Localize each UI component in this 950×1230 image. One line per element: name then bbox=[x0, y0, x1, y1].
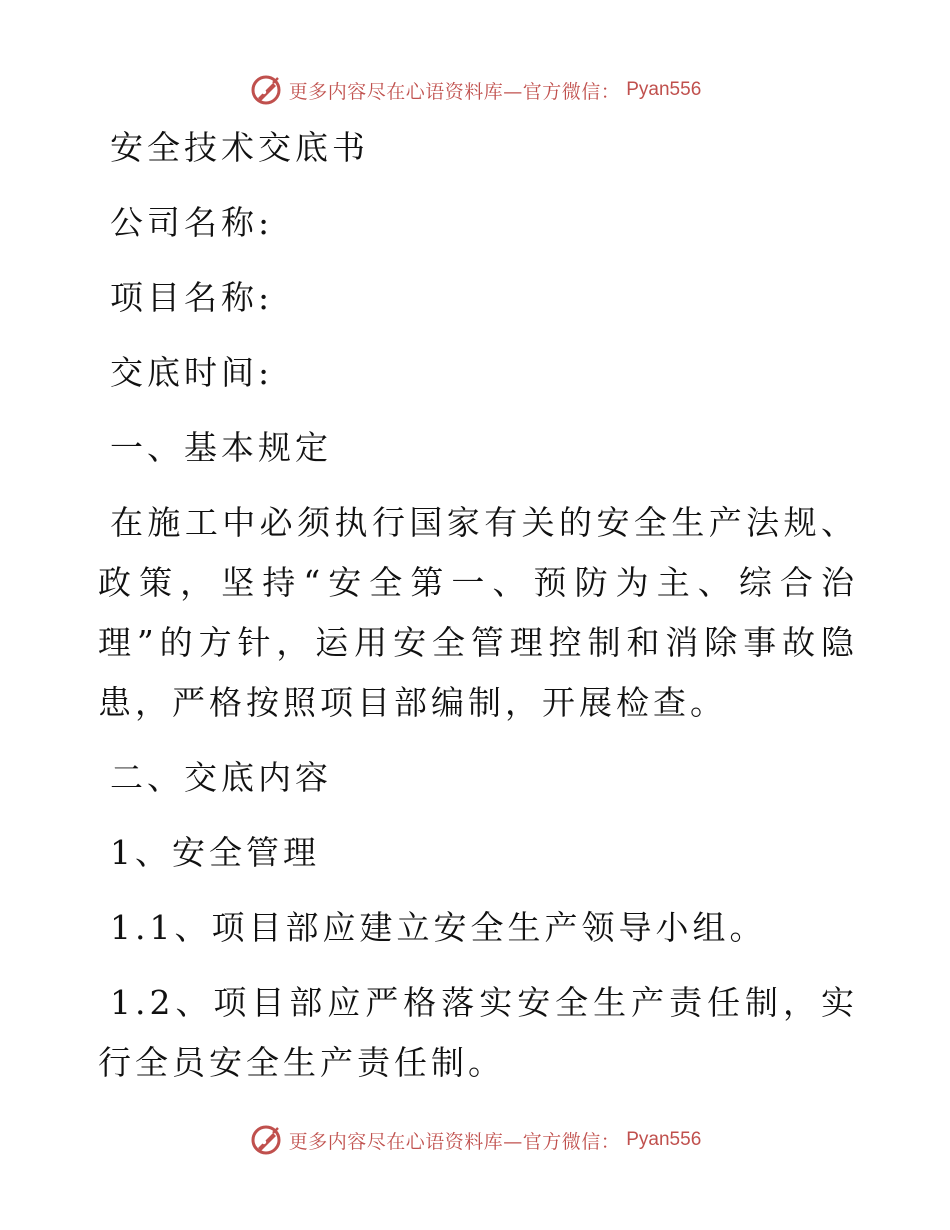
section-2-heading: 二、交底内容 bbox=[110, 758, 332, 797]
item-1-2: 1.2、项目部应严格落实安全生产责任制，实行全员安全生产责任制。 bbox=[98, 983, 858, 1082]
footer-watermark bbox=[0, 1120, 950, 1160]
section-1-paragraph: 在施工中必须执行国家有关的安全生产法规、政策，坚持“安全第一、预防为主、综合治理”的方针，运用安全管理控制和消除事故隐患，严格按照项目部编制，开展检查。 bbox=[98, 503, 858, 722]
watermark-text: 更多内容尽在心语资料库—官方微信： bbox=[288, 1130, 621, 1153]
pen-logo-icon bbox=[249, 1123, 283, 1157]
project-name-label: 项目名称: bbox=[110, 278, 274, 317]
handover-time-label: 交底时间: bbox=[110, 353, 274, 392]
section-1-heading: 一、基本规定 bbox=[110, 428, 332, 467]
header-watermark bbox=[0, 70, 950, 110]
watermark-wechat-id: Pyan556 bbox=[626, 79, 702, 100]
document-body bbox=[98, 118, 858, 1108]
subsection-1-heading: 1、安全管理 bbox=[110, 833, 320, 872]
item-1-1: 1.1、项目部应建立安全生产领导小组。 bbox=[110, 908, 767, 947]
document-title: 安全技术交底书 bbox=[110, 128, 369, 167]
watermark-wechat-id: Pyan556 bbox=[626, 1129, 702, 1150]
pen-logo-icon bbox=[249, 73, 283, 107]
watermark-text: 更多内容尽在心语资料库—官方微信： bbox=[288, 80, 621, 103]
company-name-label: 公司名称: bbox=[110, 203, 274, 242]
